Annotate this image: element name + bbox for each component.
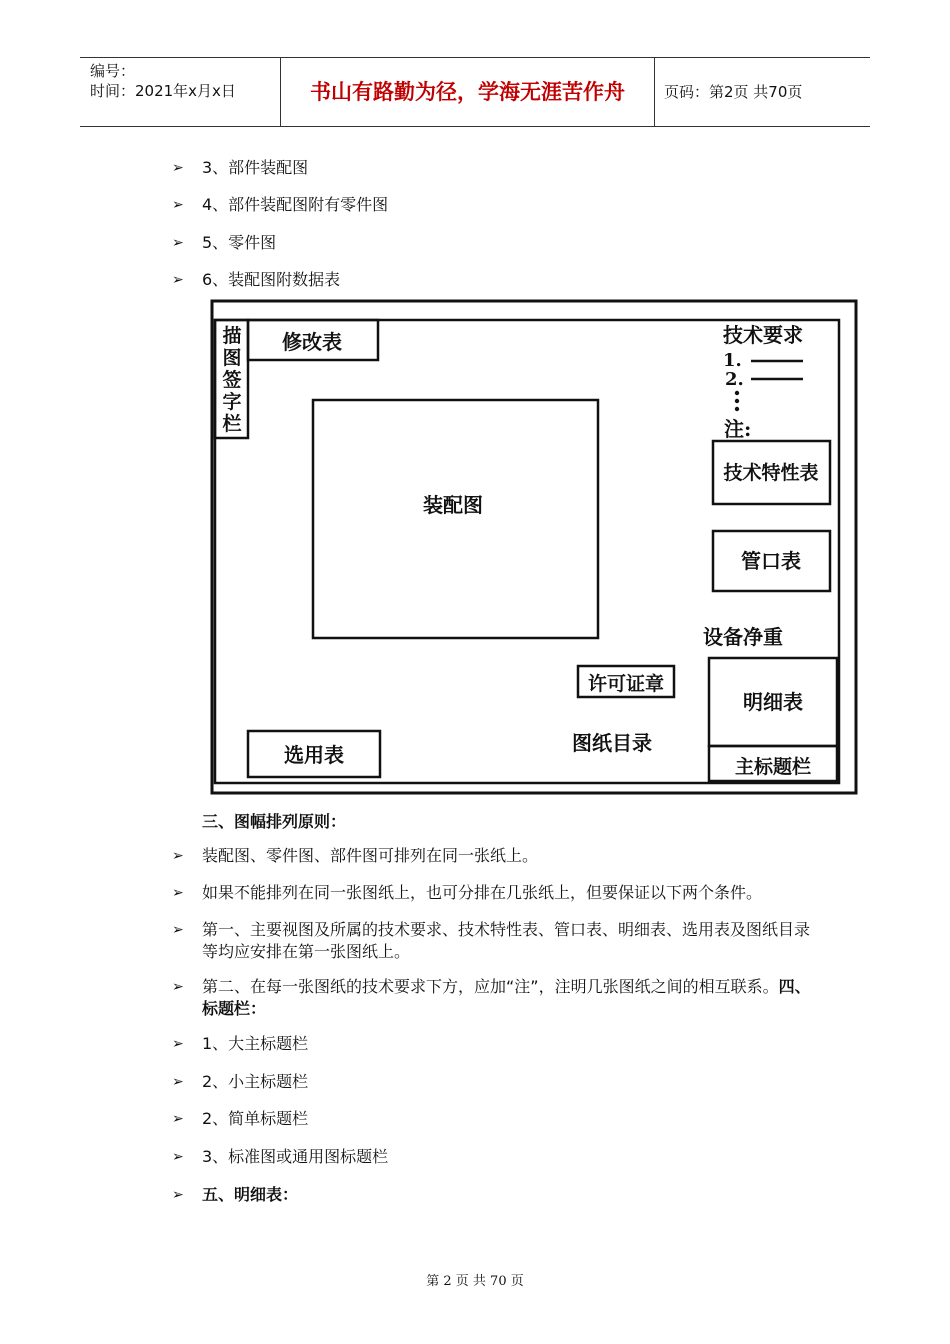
header-divider <box>654 58 655 126</box>
drawing-catalog-label: 图纸目录 <box>572 731 652 755</box>
header-meta <box>90 61 280 101</box>
signature-column-label <box>221 324 241 435</box>
signature-column-char: 签 <box>222 369 242 391</box>
signature-column-char: 描 <box>222 325 242 347</box>
section-heading: 五、明细表： <box>202 1185 299 1204</box>
drawing-layout-figure <box>208 298 860 798</box>
main-title-block-label: 主标题栏 <box>734 756 812 778</box>
revision-table-label: 修改表 <box>282 330 342 354</box>
assembly-drawing-box <box>313 400 598 638</box>
note-label: 注: <box>724 417 752 441</box>
net-weight-label: 设备净重 <box>703 625 783 649</box>
bullet-arrow-icon: ➢ <box>172 885 184 901</box>
bullet-arrow-icon: ➢ <box>172 979 184 995</box>
section-heading: 三、图幅排列原则： <box>202 812 347 831</box>
license-stamp-label: 许可证章 <box>587 673 665 695</box>
list-item-text <box>202 976 822 1020</box>
nozzle-table-label: 管口表 <box>741 549 801 573</box>
number-label: 编号： <box>90 62 136 80</box>
list-item-text: 3、标准图或通用图标题栏 <box>202 1147 389 1166</box>
assembly-drawing-label: 装配图 <box>423 493 483 517</box>
page-footer: 第 2 页 共 70 页 <box>426 1274 524 1289</box>
ellipsis-dot <box>735 399 739 403</box>
list-item-text: 4、部件装配图附有零件图 <box>202 195 389 214</box>
req-2-label: 2. <box>725 369 744 390</box>
list-item-text: 1、大主标题栏 <box>202 1034 309 1053</box>
bullet-arrow-icon: ➢ <box>172 197 184 213</box>
bullet-arrow-icon: ➢ <box>172 848 184 864</box>
signature-column-char: 图 <box>222 347 242 369</box>
drawing-layout-svg <box>208 298 860 798</box>
bullet-arrow-icon: ➢ <box>172 1036 184 1052</box>
bullet-arrow-icon: ➢ <box>172 1149 184 1165</box>
header-page-info: 页码：第2页 共70页 <box>664 83 803 101</box>
bullet-arrow-icon: ➢ <box>172 922 184 938</box>
tech-requirements-label: 技术要求 <box>723 323 803 347</box>
list-item-text: 2、简单标题栏 <box>202 1109 309 1128</box>
bullet-arrow-icon: ➢ <box>172 1187 184 1203</box>
page-header <box>80 57 870 127</box>
selection-table-label: 选用表 <box>284 743 344 767</box>
time-label: 时间：2021年x月x日 <box>90 82 236 100</box>
list-item-text: 3、部件装配图 <box>202 158 309 177</box>
signature-column-char: 栏 <box>222 413 242 435</box>
list-item-text: 如果不能排列在同一张图纸上，也可分排在几张纸上，但要保证以下两个条件。 <box>202 883 763 902</box>
outer-frame <box>212 301 856 793</box>
header-motto: 书山有路勤为径，学海无涯苦作舟 <box>310 79 625 104</box>
list-item-text: 2、小主标题栏 <box>202 1072 309 1091</box>
tech-characteristics-label: 技术特性表 <box>723 462 819 484</box>
list-item-text: 6、装配图附数据表 <box>202 270 341 289</box>
bullet-arrow-icon: ➢ <box>172 272 184 288</box>
bullet-arrow-icon: ➢ <box>172 235 184 251</box>
list-item-body: 第二、在每一张图纸的技术要求下方，应加“注”，注明几张图纸之间的相互联系。 <box>202 977 779 996</box>
bullet-arrow-icon: ➢ <box>172 1111 184 1127</box>
ellipsis-dot <box>735 391 739 395</box>
list-item-text: 装配图、零件图、部件图可排列在同一张纸上。 <box>202 846 539 865</box>
ellipsis-dot <box>735 407 739 411</box>
bullet-arrow-icon: ➢ <box>172 1074 184 1090</box>
detail-table-label: 明细表 <box>743 690 803 714</box>
signature-column-char: 字 <box>222 391 242 413</box>
section-heading-inline: 四、标题栏： <box>202 977 811 1018</box>
list-item-text: 第一、主要视图及所属的技术要求、技术特性表、管口表、明细表、选用表及图纸目录等均应安排在第一张图纸上。 <box>202 920 811 961</box>
list-item-text: 5、零件图 <box>202 233 277 252</box>
req-1-label: 1. <box>723 350 742 371</box>
bullet-arrow-icon: ➢ <box>172 160 184 176</box>
